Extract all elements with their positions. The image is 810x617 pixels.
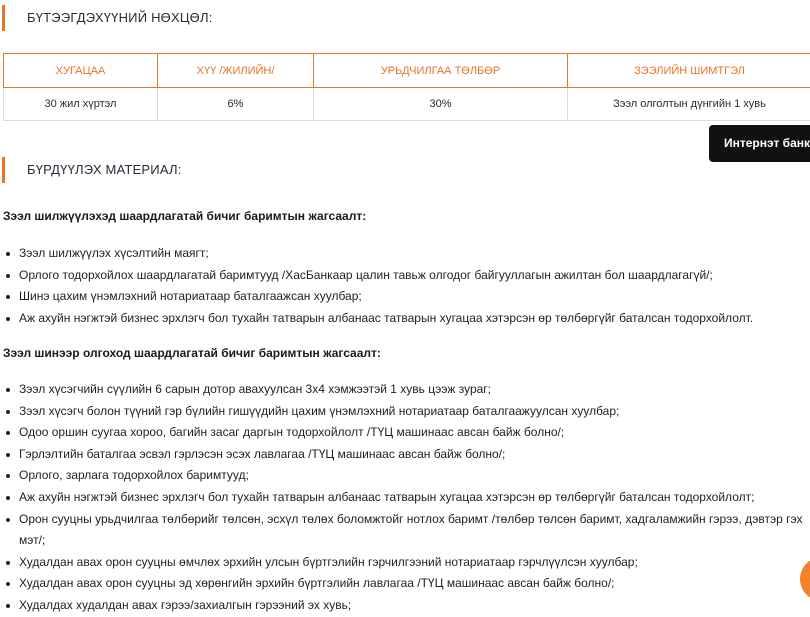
header-term: ХУГАЦАА	[4, 54, 158, 88]
materials-heading: БҮРДҮҮЛЭХ МАТЕРИАЛ:	[2, 157, 182, 183]
internet-bank-button[interactable]: Интернэт банк	[709, 125, 810, 162]
header-down-payment: УРЬДЧИЛГАА ТӨЛБӨР	[314, 54, 568, 88]
list-item: Шинэ цахим үнэмлэхний нотариатаар баталгаажсан хуулбар;	[3, 286, 810, 308]
value-interest: 6%	[158, 88, 314, 121]
terms-value-row	[4, 88, 810, 121]
list-item: Худалдан авах орон сууцны эд хөрөнгийн эрхийн бүртгэлийн лавлагаа /ТҮЦ машинаас авсан байж болно/;	[3, 573, 810, 595]
transfer-docs-list	[3, 243, 810, 329]
header-interest: ХҮҮ /ЖИЛИЙН/	[158, 54, 314, 88]
list-item: Одоо оршин суугаа хороо, багийн засаг даргын тодорхойлолт /ТҮЦ машинаас авсан байж болно/;	[3, 422, 810, 444]
new-loan-docs-title: Зээл шинээр олгоход шаардлагатай бичиг баримтын жагсаалт:	[3, 346, 381, 360]
transfer-docs-title: Зээл шилжүүлэхэд шаардлагатай бичиг баримтын жагсаалт:	[3, 209, 366, 223]
header-fee: ЗЭЭЛИЙН ШИМТГЭЛ	[568, 54, 810, 88]
value-fee: Зээл олголтын дүнгийн 1 хувь	[568, 88, 810, 121]
list-item: Зээл хүсэгчийн сүүлийн 6 сарын дотор авахуулсан 3х4 хэмжээтэй 1 хувь цээж зураг;	[3, 379, 810, 401]
product-terms-heading: БҮТЭЭГДЭХҮҮНИЙ НӨХЦӨЛ:	[2, 5, 213, 31]
value-term: 30 жил хүртэл	[4, 88, 158, 121]
list-item: Орлого, зарлага тодорхойлох баримтууд;	[3, 465, 810, 487]
list-item: Худалдах худалдан авах гэрээ/захиалгын гэрээний эх хувь;	[3, 595, 810, 617]
list-item: Зээл хүсэгч болон түүний гэр бүлийн гишүүдийн цахим үнэмлэхний нотариатаар баталгаажуулсан хуулбар;	[3, 401, 810, 423]
list-item: Зээл шилжүүлэх хүсэлтийн маягт;	[3, 243, 810, 265]
value-down-payment: 30%	[314, 88, 568, 121]
list-item: Орон сууцны урьдчилгаа төлбөрийг төлсөн, эсхүл төлөх боломжтойг нотлох баримт /төлбөр төлсөн баримт, хадгаламжийн гэрээ, дэвтэр гэх мэт/;	[3, 509, 810, 552]
terms-header-row	[4, 54, 810, 88]
list-item: Худалдан авах орон сууцны өмчлөх эрхийн улсын бүртгэлийн гэрчилгээний нотариатаар гэрчлүүлсэн хуулбар;	[3, 552, 810, 574]
list-item: Аж ахуйн нэгжтэй бизнес эрхлэгч бол тухайн татварын албанаас татварын хугацаа хэтэрсэн өр төлбөргүйг баталсан тодорхойлолт;	[3, 487, 810, 509]
list-item: Гэрлэлтийн баталгаа эсвэл гэрлэсэн эсэх лавлагаа /ТҮЦ машинаас авсан байж болно/;	[3, 444, 810, 466]
list-item: Орлого тодорхойлох шаардлагатай баримтууд /ХасБанкаар цалин тавьж олгодог байгууллагын ажилтан бол шаардлагагүй/;	[3, 265, 810, 287]
terms-table	[3, 53, 810, 121]
list-item: Аж ахуйн нэгжтэй бизнес эрхлэгч бол тухайн татварын албанаас татварын хугацаа хэтэрсэн өр төлбөргүйг баталсан тодорхойлолт.	[3, 308, 810, 330]
new-loan-docs-list	[3, 379, 810, 617]
